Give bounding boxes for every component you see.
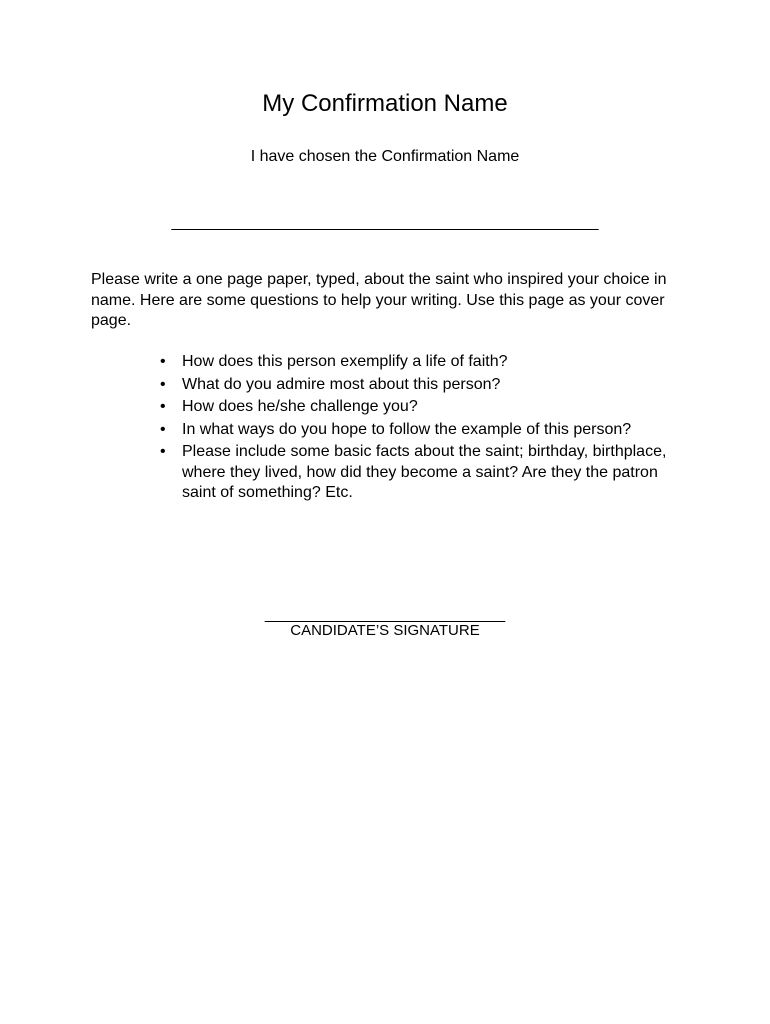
list-item: [158, 352, 688, 373]
question-text: In what ways do you hope to follow the example of this person?: [182, 420, 632, 438]
bullet-icon: •: [160, 398, 166, 415]
bullet-icon: •: [160, 443, 166, 460]
confirmation-name-blank-line: ________________________________________________: [171, 214, 599, 231]
question-text: How does he/she challenge you?: [182, 398, 418, 415]
signature-label: CANDIDATE’S SIGNATURE: [290, 622, 480, 639]
signature-blank-line: ___________________________: [264, 606, 506, 623]
question-list: [158, 352, 688, 506]
page-title: My Confirmation Name: [262, 90, 508, 117]
question-text: What do you admire most about this person?: [182, 375, 501, 393]
list-item: [158, 375, 688, 396]
bullet-icon: •: [160, 353, 166, 370]
list-item: [158, 420, 688, 441]
bullet-icon: •: [160, 375, 166, 393]
bullet-icon: •: [160, 420, 166, 438]
page-subtitle: I have chosen the Confirmation Name: [250, 148, 520, 165]
instructions-paragraph: Please write a one page paper, typed, about the saint who inspired your choice in name. Here are some questions to help your writing. Use this page as your cover page.: [91, 271, 667, 329]
list-item: [158, 397, 688, 418]
question-text: How does this person exemplify a life of faith?: [182, 353, 508, 370]
list-item: [158, 442, 688, 504]
question-text: Please include some basic facts about the saint; birthday, birthplace, where they lived, how did they become a saint? Are they the patron saint of something? Etc.: [182, 443, 667, 501]
